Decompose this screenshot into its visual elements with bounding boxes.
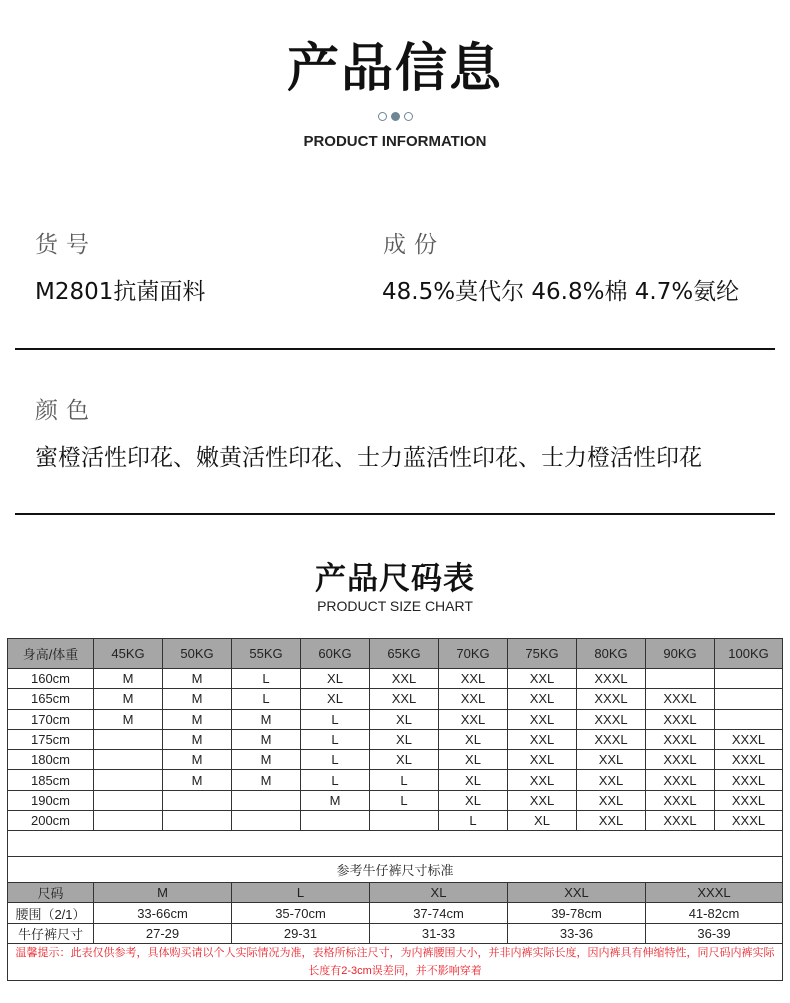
size-cell: M: [232, 770, 301, 790]
jeans-cell: 36-39: [646, 923, 783, 943]
size-cell: M: [232, 750, 301, 770]
size-cell: XXL: [439, 689, 508, 709]
size-cell: XXL: [508, 729, 577, 749]
dot-active-icon: [391, 112, 400, 121]
size-cell: XL: [370, 729, 439, 749]
jeans-row-label: 腰围（2/1）: [8, 903, 94, 923]
size-row: [8, 709, 783, 729]
size-cell: XXL: [439, 669, 508, 689]
size-cell: [94, 770, 163, 790]
note-row: [8, 943, 783, 980]
size-cell: XXL: [508, 669, 577, 689]
height-cell: 180cm: [8, 750, 94, 770]
jeans-cell: 31-33: [370, 923, 508, 943]
size-cell: XL: [439, 770, 508, 790]
size-cell: XXXL: [715, 770, 783, 790]
size-cell: XXL: [370, 689, 439, 709]
jeans-cell: 33-36: [508, 923, 646, 943]
jeans-row: [8, 903, 783, 923]
weight-header: 70KG: [439, 639, 508, 669]
height-cell: 175cm: [8, 729, 94, 749]
size-row: [8, 811, 783, 831]
size-row: [8, 669, 783, 689]
size-cell: [94, 729, 163, 749]
jeans-size-header: XXXL: [646, 883, 783, 903]
size-cell: XXL: [508, 750, 577, 770]
jeans-cell: 41-82cm: [646, 903, 783, 923]
composition-label: 成份: [383, 232, 445, 258]
size-cell: XXXL: [577, 729, 646, 749]
size-cell: XXXL: [646, 689, 715, 709]
jeans-cell: 33-66cm: [94, 903, 232, 923]
size-cell: M: [163, 709, 232, 729]
jeans-cell: 35-70cm: [232, 903, 370, 923]
size-cell: XXXL: [715, 729, 783, 749]
size-cell: XXXL: [646, 790, 715, 810]
size-cell: M: [94, 689, 163, 709]
size-cell: XXXL: [577, 689, 646, 709]
color-value: 蜜橙活性印花、嫩黄活性印花、士力蓝活性印花、士力橙活性印花: [35, 445, 702, 471]
section-dots: [0, 112, 790, 121]
size-cell: [370, 811, 439, 831]
size-cell: XXXL: [646, 811, 715, 831]
weight-header: 50KG: [163, 639, 232, 669]
size-cell: XL: [370, 750, 439, 770]
size-cell: L: [301, 709, 370, 729]
size-cell: XXXL: [715, 750, 783, 770]
jeans-size-header: L: [232, 883, 370, 903]
size-cell: M: [163, 729, 232, 749]
weight-header: 80KG: [577, 639, 646, 669]
size-cell: M: [163, 689, 232, 709]
jeans-row-label: 牛仔裤尺寸: [8, 923, 94, 943]
item-no-value: M2801抗菌面料: [35, 279, 206, 305]
jeans-cell: 27-29: [94, 923, 232, 943]
size-cell: [163, 811, 232, 831]
dot-icon: [404, 112, 413, 121]
size-cell: XL: [370, 709, 439, 729]
size-cell: XL: [301, 689, 370, 709]
size-cell: XXXL: [715, 790, 783, 810]
jeans-caption: 参考牛仔裤尺寸标准: [8, 857, 783, 883]
jeans-size-header: M: [94, 883, 232, 903]
item-no-label: 货号: [35, 232, 97, 258]
size-cell: XL: [439, 790, 508, 810]
page-title: 产品信息: [286, 39, 503, 99]
jeans-cell: 39-78cm: [508, 903, 646, 923]
size-cell: [646, 669, 715, 689]
weight-header: 90KG: [646, 639, 715, 669]
size-cell: M: [163, 750, 232, 770]
size-cell: XXXL: [577, 709, 646, 729]
jeans-cell: 29-31: [232, 923, 370, 943]
divider: [15, 348, 775, 350]
size-cell: XXL: [577, 770, 646, 790]
size-cell: XXXL: [646, 709, 715, 729]
size-cell: [301, 811, 370, 831]
composition-value: 48.5%莫代尔 46.8%棉 4.7%氨纶: [382, 279, 740, 305]
size-cell: [94, 811, 163, 831]
size-cell: XXL: [508, 689, 577, 709]
jeans-size-header: XXL: [508, 883, 646, 903]
size-cell: XXL: [508, 770, 577, 790]
size-cell: M: [232, 709, 301, 729]
height-cell: 185cm: [8, 770, 94, 790]
size-cell: M: [163, 669, 232, 689]
size-cell: [715, 689, 783, 709]
size-cell: XXXL: [715, 811, 783, 831]
size-cell: XXXL: [646, 770, 715, 790]
size-cell: [94, 750, 163, 770]
page-subtitle: PRODUCT INFORMATION: [303, 133, 487, 150]
size-chart-subtitle: PRODUCT SIZE CHART: [317, 598, 473, 614]
size-cell: L: [370, 770, 439, 790]
height-cell: 170cm: [8, 709, 94, 729]
size-cell: XXL: [508, 709, 577, 729]
height-cell: 160cm: [8, 669, 94, 689]
size-cell: XXL: [508, 790, 577, 810]
weight-header: 100KG: [715, 639, 783, 669]
size-cell: XXL: [577, 790, 646, 810]
size-cell: [715, 669, 783, 689]
size-cell: [163, 790, 232, 810]
height-cell: 190cm: [8, 790, 94, 810]
size-cell: L: [439, 811, 508, 831]
size-cell: M: [301, 790, 370, 810]
size-note: 温馨提示：此表仅供参考，具体购买请以个人实际情况为准，表格所标注尺寸，为内裤腰围大小，并非内裤实际长度，因内裤具有伸缩特性，同尺码内裤实际长度有2-3cm误差同，并不影响穿着: [8, 943, 783, 980]
size-cell: L: [370, 790, 439, 810]
size-cell: [232, 790, 301, 810]
size-chart-title: 产品尺码表: [315, 561, 475, 597]
weight-header: 45KG: [94, 639, 163, 669]
size-cell: L: [301, 770, 370, 790]
divider: [15, 513, 775, 515]
size-cell: XL: [439, 750, 508, 770]
size-row: [8, 770, 783, 790]
size-cell: XXL: [370, 669, 439, 689]
weight-header: 60KG: [301, 639, 370, 669]
size-row: [8, 689, 783, 709]
size-cell: M: [94, 669, 163, 689]
jeans-header-row: [8, 883, 783, 903]
color-label: 颜色: [35, 398, 97, 424]
size-cell: XL: [439, 729, 508, 749]
corner-header: 身高/体重: [8, 639, 94, 669]
size-cell: XXXL: [646, 750, 715, 770]
size-cell: L: [232, 689, 301, 709]
size-cell: XL: [301, 669, 370, 689]
size-cell: M: [163, 770, 232, 790]
size-cell: XXL: [577, 750, 646, 770]
jeans-row: [8, 923, 783, 943]
jeans-cell: 37-74cm: [370, 903, 508, 923]
dot-icon: [378, 112, 387, 121]
size-row: [8, 790, 783, 810]
weight-header: 65KG: [370, 639, 439, 669]
jeans-size-header: XL: [370, 883, 508, 903]
size-cell: L: [232, 669, 301, 689]
jeans-header-label: 尺码: [8, 883, 94, 903]
size-cell: [715, 709, 783, 729]
size-table-header: [8, 639, 783, 669]
size-cell: XL: [508, 811, 577, 831]
size-cell: XXXL: [646, 729, 715, 749]
size-cell: XXL: [577, 811, 646, 831]
size-cell: L: [301, 729, 370, 749]
size-cell: XXXL: [577, 669, 646, 689]
size-cell: [94, 790, 163, 810]
size-cell: M: [94, 709, 163, 729]
jeans-caption-row: [8, 857, 783, 883]
weight-header: 55KG: [232, 639, 301, 669]
size-cell: L: [301, 750, 370, 770]
size-table: [7, 638, 783, 981]
height-cell: 200cm: [8, 811, 94, 831]
size-cell: XXL: [439, 709, 508, 729]
size-row: [8, 750, 783, 770]
size-row: [8, 729, 783, 749]
size-cell: [232, 811, 301, 831]
blank-row: [8, 831, 783, 857]
size-cell: M: [232, 729, 301, 749]
weight-header: 75KG: [508, 639, 577, 669]
height-cell: 165cm: [8, 689, 94, 709]
